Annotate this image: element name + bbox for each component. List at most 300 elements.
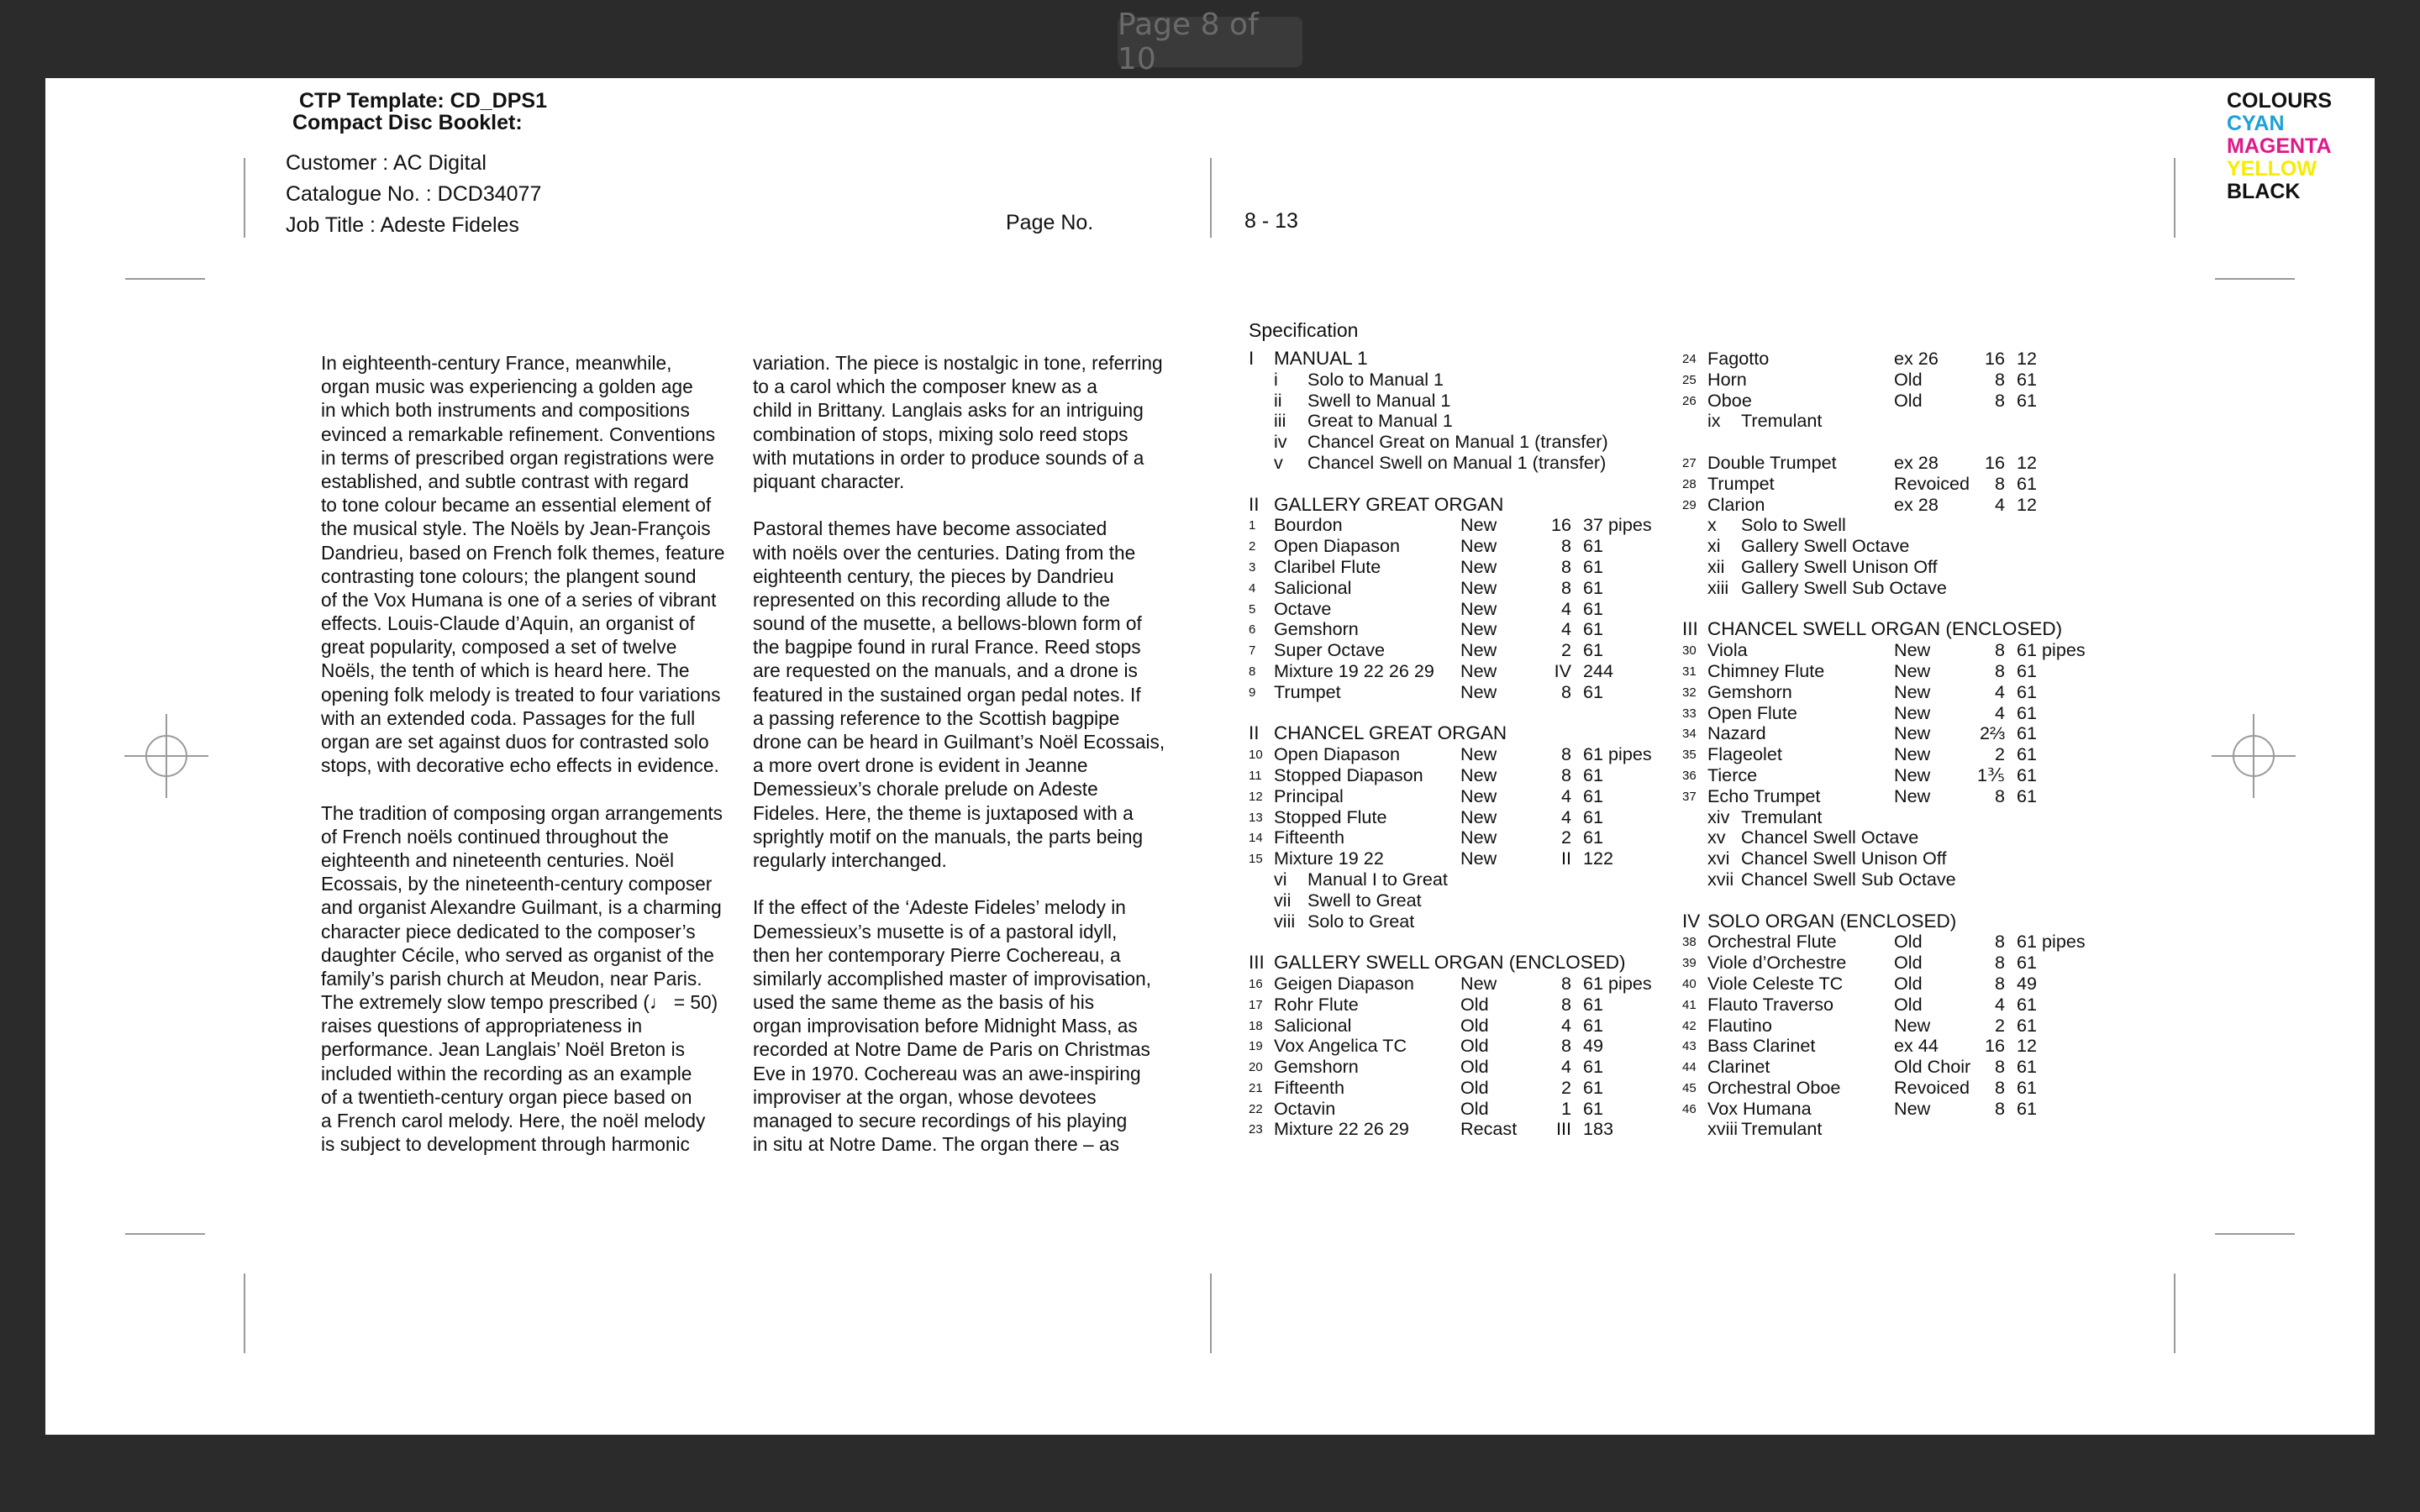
crop-mark <box>2174 1273 2175 1353</box>
stop-pipes: 61 <box>1583 618 1604 640</box>
stop-number: 36 <box>1682 768 1697 783</box>
coupler-name: Chancel Swell on Manual 1 (transfer) <box>1307 451 1607 473</box>
text-line: Noëls, the tenth of which is heard here. The <box>321 659 690 682</box>
spec-coupler <box>1682 556 2119 577</box>
stop-name: Open Diapason <box>1274 743 1401 765</box>
catalogue-label: Catalogue No. : DCD34077 <box>286 182 542 206</box>
stop-status: Recast <box>1460 1118 1518 1140</box>
stop-status: Old <box>1460 1014 1489 1036</box>
stop-number: 20 <box>1249 1060 1263 1075</box>
stop-status: Old <box>1894 993 1923 1015</box>
stop-number: 29 <box>1682 497 1697 512</box>
text-line: a passing reference to the Scottish bagpipe <box>753 706 1120 729</box>
stop-number: 28 <box>1682 476 1697 491</box>
stop-status: New <box>1460 639 1497 661</box>
fold-mark <box>1210 1273 1212 1353</box>
stop-pitch: 16 <box>1984 1035 2005 1057</box>
stop-pipes: 61 <box>2017 952 2038 974</box>
stop-pitch: 8 <box>1994 472 2005 494</box>
paragraph-break <box>321 777 733 801</box>
stop-pipes: 61 <box>1583 555 1604 577</box>
text-line: variation. The piece is nostalgic in tone, referring <box>753 352 1163 374</box>
spec-spacer <box>1249 931 1686 952</box>
spec-stop <box>1249 743 1686 764</box>
stop-name: Gemshorn <box>1274 618 1359 640</box>
stop-status: ex 28 <box>1894 493 1939 515</box>
stop-name: Trumpet <box>1274 680 1341 702</box>
text-line: a French carol melody. Here, the noël melody <box>321 1110 706 1131</box>
text-line: family’s parish church at Meudon, near Paris. <box>321 967 702 990</box>
text-line: organ are set against duos for contrasted solo <box>321 731 709 753</box>
stop-number: 24 <box>1682 352 1697 366</box>
text-line: The extremely slow tempo prescribed (♩ = 50) <box>321 991 718 1014</box>
stop-pitch: 8 <box>1994 785 2005 806</box>
stop-name: Principal <box>1274 785 1344 806</box>
stop-name: Clarion <box>1707 493 1765 515</box>
stop-pipes: 12 <box>2017 1035 2038 1057</box>
stop-pipes: 61 <box>1583 785 1604 806</box>
stop-pipes: 61 pipes <box>2017 639 2086 661</box>
stop-number: 23 <box>1249 1122 1263 1137</box>
division-numeral: III <box>1682 618 1698 640</box>
text-line: evinced a remarkable refinement. Conventions <box>321 423 716 445</box>
spec-stop <box>1249 994 1686 1015</box>
coupler-numeral: iv <box>1274 431 1287 453</box>
spec-coupler <box>1682 1118 2119 1139</box>
stop-name: Trumpet <box>1707 472 1775 494</box>
coupler-name: Gallery Swell Sub Octave <box>1741 576 1947 598</box>
stop-number: 27 <box>1682 455 1697 470</box>
spec-coupler <box>1682 514 2119 535</box>
job-header <box>292 90 547 134</box>
stop-status: New <box>1460 597 1497 619</box>
stop-pipes: 61 <box>2017 659 2038 681</box>
spec-spacer <box>1249 702 1686 723</box>
stop-name: Nazard <box>1707 722 1766 744</box>
stop-pipes: 61 <box>1583 597 1604 619</box>
crop-mark <box>244 158 245 238</box>
colour-magenta: MAGENTA <box>2227 134 2332 158</box>
stop-pipes: 61 pipes <box>1583 972 1652 994</box>
stop-number: 16 <box>1249 976 1263 991</box>
division-name: MANUAL 1 <box>1274 348 1368 369</box>
stop-pipes: 37 pipes <box>1583 514 1652 536</box>
stop-pipes: 61 <box>2017 472 2038 494</box>
stop-pipes: 61 <box>2017 701 2038 723</box>
stop-number: 5 <box>1249 601 1256 617</box>
coupler-name: Chancel Swell Octave <box>1741 827 1919 848</box>
stop-pitch: 8 <box>1994 952 2005 974</box>
coupler-name: Gallery Swell Unison Off <box>1741 555 1938 577</box>
stop-number: 4 <box>1249 580 1256 596</box>
crop-mark <box>2215 278 2295 280</box>
stop-name: Rohr Flute <box>1274 993 1359 1015</box>
text-line: eighteenth century, the pieces by Dandrieu <box>753 564 1114 587</box>
division-numeral: I <box>1249 348 1255 369</box>
stop-number: 33 <box>1682 706 1697 721</box>
coupler-name: Chancel Swell Unison Off <box>1741 848 1947 869</box>
stop-name: Open Diapason <box>1274 535 1401 557</box>
stop-pipes: 61 <box>2017 1014 2038 1036</box>
spec-spacer <box>1682 598 2119 619</box>
text-line: Ecossais, by the nineteenth-century composer <box>321 873 713 895</box>
stop-number: 46 <box>1682 1101 1697 1116</box>
text-line: character piece dedicated to the composer’s <box>321 920 696 942</box>
stop-pitch: 2 <box>1560 639 1571 661</box>
coupler-name: Tremulant <box>1741 806 1823 827</box>
text-line: contrasting tone colours; the plangent sound <box>321 564 697 587</box>
stop-name: Horn <box>1707 368 1747 390</box>
text-line: sprightly motif on the manuals, the parts being <box>753 825 1144 848</box>
text-line: child in Brittany. Langlais asks for an intriguing <box>753 399 1144 422</box>
text-column-2 <box>753 351 1223 1156</box>
text-line: a more overt drone is evident in Jeanne <box>753 754 1088 777</box>
stop-name: Bass Clarinet <box>1707 1035 1816 1057</box>
stop-number: 10 <box>1249 748 1263 763</box>
stop-pipes: 12 <box>2017 348 2038 369</box>
stop-name: Double Trumpet <box>1707 451 1837 473</box>
text-line: Fideles. Here, the theme is juxtaposed with a <box>753 801 1134 824</box>
text-line: represented on this recording allude to the <box>753 588 1111 611</box>
coupler-numeral: ii <box>1274 389 1282 411</box>
spec-stop <box>1682 994 2119 1015</box>
stop-status: Revoiced <box>1894 1076 1970 1098</box>
text-line: opening folk melody is treated to four variations <box>321 683 721 706</box>
stop-name: Flautino <box>1707 1014 1772 1036</box>
crop-mark <box>125 1233 205 1235</box>
stop-number: 34 <box>1682 727 1697 742</box>
stop-status: New <box>1460 535 1497 557</box>
text-column-1 <box>321 351 733 1156</box>
spec-stop <box>1682 931 2119 952</box>
coupler-name: Chancel Swell Sub Octave <box>1741 868 1956 890</box>
stop-pitch: 8 <box>1560 555 1571 577</box>
stop-pitch: 2⅔ <box>1979 722 2005 744</box>
text-line: with mutations in order to produce sounds of a <box>753 446 1144 469</box>
stop-number: 9 <box>1249 685 1256 700</box>
stop-status: Old <box>1460 1097 1489 1119</box>
stop-pitch: 4 <box>1560 597 1571 619</box>
text-line: performance. Jean Langlais’ Noël Breton is <box>321 1038 685 1061</box>
stop-pitch: 1⅗ <box>1977 764 2005 785</box>
stop-pitch: 8 <box>1994 389 2005 411</box>
stop-name: Stopped Diapason <box>1274 764 1423 785</box>
stop-number: 37 <box>1682 789 1697 804</box>
division-name: CHANCEL GREAT ORGAN <box>1274 722 1507 744</box>
text-line: sound of the musette, a bellows-blown form of <box>753 612 1142 635</box>
stop-number: 17 <box>1249 997 1263 1012</box>
stop-pitch: 8 <box>1994 1097 2005 1119</box>
spec-stop <box>1249 535 1686 556</box>
stop-name: Open Flute <box>1707 701 1797 723</box>
stop-status: Old <box>1894 931 1923 953</box>
coupler-name: Solo to Manual 1 <box>1307 368 1444 390</box>
stop-name: Oboe <box>1707 389 1752 411</box>
stop-number: 31 <box>1682 664 1697 679</box>
stop-status: New <box>1460 659 1497 681</box>
spec-stop <box>1249 577 1686 598</box>
stop-number: 42 <box>1682 1018 1697 1033</box>
coupler-name: Great to Manual 1 <box>1307 410 1453 432</box>
colours-title: COLOURS <box>2227 89 2332 113</box>
spec-coupler <box>1249 410 1686 431</box>
stop-pipes: 61 <box>2017 993 2038 1015</box>
stop-pipes: 61 <box>1583 680 1604 702</box>
stop-pipes: 61 <box>1583 1056 1604 1078</box>
coupler-name: Tremulant <box>1741 1118 1823 1140</box>
spec-division-heading <box>1682 911 2119 932</box>
spec-stop <box>1249 1098 1686 1119</box>
paragraph-break <box>753 493 1223 517</box>
crop-mark <box>125 278 205 280</box>
spec-stop <box>1249 681 1686 702</box>
text-line: recorded at Notre Dame de Paris on Christmas <box>753 1038 1150 1061</box>
job-details <box>286 148 541 241</box>
stop-pitch: 4 <box>1994 993 2005 1015</box>
spec-stop <box>1682 1015 2119 1036</box>
coupler-numeral: xvi <box>1707 848 1730 869</box>
text-line: Demessieux’s musette is of a pastoral idyll, <box>753 920 1118 942</box>
stop-pipes: 183 <box>1583 1118 1614 1140</box>
stop-pitch: 8 <box>1560 576 1571 598</box>
coupler-numeral: vii <box>1274 889 1292 911</box>
spec-spacer <box>1249 473 1686 494</box>
stop-status: Old Choir <box>1894 1056 1971 1078</box>
stop-pitch: 2 <box>1560 1076 1571 1098</box>
colour-cyan: CYAN <box>2227 112 2285 135</box>
spec-stop <box>1249 1118 1686 1139</box>
division-numeral: II <box>1249 722 1260 744</box>
registration-mark-icon <box>124 714 208 798</box>
stop-pipes: 122 <box>1583 848 1614 869</box>
crop-mark <box>244 1273 245 1353</box>
division-name: SOLO ORGAN (ENCLOSED) <box>1707 910 1957 932</box>
text-line: stops, with decorative echo effects in evidence. <box>321 754 719 777</box>
spec-stop <box>1682 973 2119 994</box>
stop-number: 2 <box>1249 539 1256 554</box>
stop-status: Old <box>1894 952 1923 974</box>
stop-name: Salicional <box>1274 576 1352 598</box>
text-line: of the Vox Humana is one of a series of vibrant <box>321 588 717 611</box>
stop-number: 18 <box>1249 1018 1263 1033</box>
stop-pipes: 61 <box>1583 764 1604 785</box>
stop-pitch: 8 <box>1560 743 1571 765</box>
stop-status: New <box>1460 806 1497 827</box>
text-line: the musical style. The Noëls by Jean-François <box>321 517 711 540</box>
stop-status: New <box>1894 722 1931 744</box>
text-line: drone can be heard in Guilmant’s Noël Ecossais, <box>753 731 1165 753</box>
spec-stop <box>1682 1098 2119 1119</box>
spec-division-heading <box>1249 952 1686 973</box>
spec-stop <box>1249 660 1686 681</box>
stop-status: ex 28 <box>1894 451 1939 473</box>
coupler-numeral: vi <box>1274 868 1287 890</box>
coupler-name: Swell to Great <box>1307 889 1422 911</box>
text-line: of a twentieth-century organ piece based on <box>321 1085 692 1108</box>
text-line: If the effect of the ‘Adeste Fideles’ melody in <box>753 896 1126 919</box>
stop-pipes: 61 pipes <box>1583 743 1652 765</box>
division-name: CHANCEL SWELL ORGAN (ENCLOSED) <box>1707 618 2063 640</box>
stop-status: New <box>1460 680 1497 702</box>
coupler-numeral: xviii <box>1707 1118 1738 1140</box>
text-line: and organist Alexandre Guilmant, is a charming <box>321 896 722 919</box>
colour-black: BLACK <box>2227 180 2301 203</box>
stop-pitch: 2 <box>1994 1014 2005 1036</box>
spec-stop <box>1249 764 1686 785</box>
text-line: daughter Cécile, who served as organist of the <box>321 943 714 966</box>
fold-mark <box>1210 158 1212 238</box>
stop-name: Orchestral Oboe <box>1707 1076 1841 1098</box>
stop-name: Mixture 19 22 26 29 <box>1274 659 1434 681</box>
spec-stop <box>1682 1035 2119 1056</box>
text-line: in which both instruments and compositions <box>321 399 690 422</box>
coupler-numeral: iii <box>1274 410 1286 432</box>
stop-pitch: 16 <box>1984 348 2005 369</box>
stop-pitch: 8 <box>1994 639 2005 661</box>
specification-title: Specification <box>1249 319 1359 341</box>
text-line: raises questions of appropriateness in <box>321 1015 643 1037</box>
stop-pipes: 61 <box>1583 806 1604 827</box>
spec-stop <box>1249 785 1686 806</box>
stop-pitch: III <box>1556 1118 1571 1140</box>
spec-stop <box>1682 722 2119 743</box>
stop-name: Bourdon <box>1274 514 1343 536</box>
spec-division-heading <box>1249 494 1686 515</box>
stop-pipes: 61 <box>1583 1076 1604 1098</box>
stop-name: Orchestral Flute <box>1707 931 1837 953</box>
stop-pitch: 8 <box>1994 659 2005 681</box>
spec-coupler <box>1249 431 1686 452</box>
stop-status: New <box>1460 848 1497 869</box>
stop-pipes: 12 <box>2017 451 2038 473</box>
spec-coupler <box>1682 577 2119 598</box>
spec-coupler <box>1682 806 2119 827</box>
text-line: The tradition of composing organ arrangements <box>321 801 723 824</box>
text-line: of French noëls continued throughout the <box>321 825 669 848</box>
stop-pitch: 16 <box>1984 451 2005 473</box>
stop-number: 25 <box>1682 372 1697 387</box>
text-line: established, and subtle contrast with regard <box>321 470 689 492</box>
stop-status: Old <box>1894 389 1923 411</box>
stop-name: Vox Angelica TC <box>1274 1035 1407 1057</box>
stop-number: 8 <box>1249 664 1256 679</box>
stop-status: Revoiced <box>1894 472 1970 494</box>
text-line: in situ at Notre Dame. The organ there – as <box>753 1133 1119 1156</box>
colour-yellow: YELLOW <box>2227 157 2317 181</box>
stop-status: New <box>1894 680 1931 702</box>
text-line: included within the recording as an example <box>321 1062 692 1084</box>
stop-number: 44 <box>1682 1060 1697 1075</box>
spec-stop <box>1682 952 2119 973</box>
stop-pitch: 8 <box>1994 1056 2005 1078</box>
text-line: are requested on the manuals, and a drone is <box>753 659 1138 682</box>
stop-pitch: 4 <box>1560 785 1571 806</box>
spec-stop <box>1682 743 2119 764</box>
coupler-numeral: xii <box>1707 555 1725 577</box>
spec-stop <box>1682 348 2119 369</box>
stop-number: 40 <box>1682 976 1697 991</box>
stop-number: 35 <box>1682 748 1697 763</box>
stop-number: 26 <box>1682 393 1697 408</box>
coupler-numeral: i <box>1274 368 1278 390</box>
spec-stop <box>1249 514 1686 535</box>
stop-number: 14 <box>1249 831 1263 846</box>
spec-stop <box>1682 681 2119 702</box>
stop-pitch: 8 <box>1994 368 2005 390</box>
stop-pitch: 4 <box>1560 1014 1571 1036</box>
stop-number: 3 <box>1249 559 1256 575</box>
coupler-name: Solo to Swell <box>1741 514 1846 536</box>
coupler-numeral: xv <box>1707 827 1726 848</box>
stop-number: 12 <box>1249 789 1263 804</box>
stop-number: 15 <box>1249 852 1263 867</box>
text-line: improviser at the organ, whose devotees <box>753 1085 1097 1108</box>
stop-number: 45 <box>1682 1080 1697 1095</box>
stop-pitch: 4 <box>1560 1056 1571 1078</box>
coupler-name: Solo to Great <box>1307 910 1415 932</box>
text-line: is subject to development through harmonic <box>321 1133 690 1156</box>
booklet-label: Compact Disc Booklet: <box>292 111 523 134</box>
division-numeral: III <box>1249 952 1265 974</box>
stop-pitch: 8 <box>1994 931 2005 953</box>
spec-coupler <box>1249 911 1686 932</box>
stop-pipes: 61 <box>1583 1097 1604 1119</box>
stop-pipes: 61 <box>1583 576 1604 598</box>
stop-number: 43 <box>1682 1039 1697 1054</box>
text-line: similarly accomplished master of improvisation, <box>753 967 1152 990</box>
stop-pitch: 16 <box>1550 514 1571 536</box>
coupler-name: Tremulant <box>1741 410 1823 432</box>
coupler-numeral: x <box>1707 514 1717 536</box>
stop-pitch: 8 <box>1994 972 2005 994</box>
spec-coupler <box>1249 452 1686 473</box>
stop-status: New <box>1460 618 1497 640</box>
stop-status: ex 26 <box>1894 348 1939 369</box>
text-line: In eighteenth-century France, meanwhile, <box>321 352 672 374</box>
text-line: used the same theme as the basis of his <box>753 991 1095 1014</box>
stop-status: New <box>1894 659 1931 681</box>
paragraph-break <box>753 872 1223 895</box>
stop-status: Old <box>1460 1076 1489 1098</box>
crop-mark <box>2174 158 2175 238</box>
stop-number: 19 <box>1249 1039 1263 1054</box>
stop-pitch: 1 <box>1560 1097 1571 1119</box>
text-line: then her contemporary Pierre Cochereau, a <box>753 943 1121 966</box>
stop-name: Super Octave <box>1274 639 1386 661</box>
stop-pipes: 49 <box>2017 972 2038 994</box>
stop-pitch: 8 <box>1560 680 1571 702</box>
stop-status: New <box>1460 785 1497 806</box>
spec-coupler <box>1249 869 1686 890</box>
text-line: to a carol which the composer knew as a <box>753 375 1097 398</box>
document-page <box>45 78 2375 1435</box>
coupler-name: Chancel Great on Manual 1 (transfer) <box>1307 431 1608 453</box>
stop-name: Mixture 19 22 <box>1274 848 1384 869</box>
stop-pitch: 4 <box>1560 618 1571 640</box>
spec-stop <box>1682 764 2119 785</box>
spec-coupler <box>1249 890 1686 911</box>
stop-name: Salicional <box>1274 1014 1352 1036</box>
coupler-numeral: viii <box>1274 910 1296 932</box>
spec-spacer <box>1682 431 2119 452</box>
stop-pipes: 61 <box>2017 1056 2038 1078</box>
spec-coupler <box>1682 848 2119 869</box>
stop-number: 22 <box>1249 1101 1263 1116</box>
stop-status: New <box>1460 555 1497 577</box>
stop-name: Flageolet <box>1707 743 1782 765</box>
text-line: great popularity, composed a set of twelve <box>321 636 677 659</box>
coupler-name: Gallery Swell Octave <box>1741 535 1910 557</box>
